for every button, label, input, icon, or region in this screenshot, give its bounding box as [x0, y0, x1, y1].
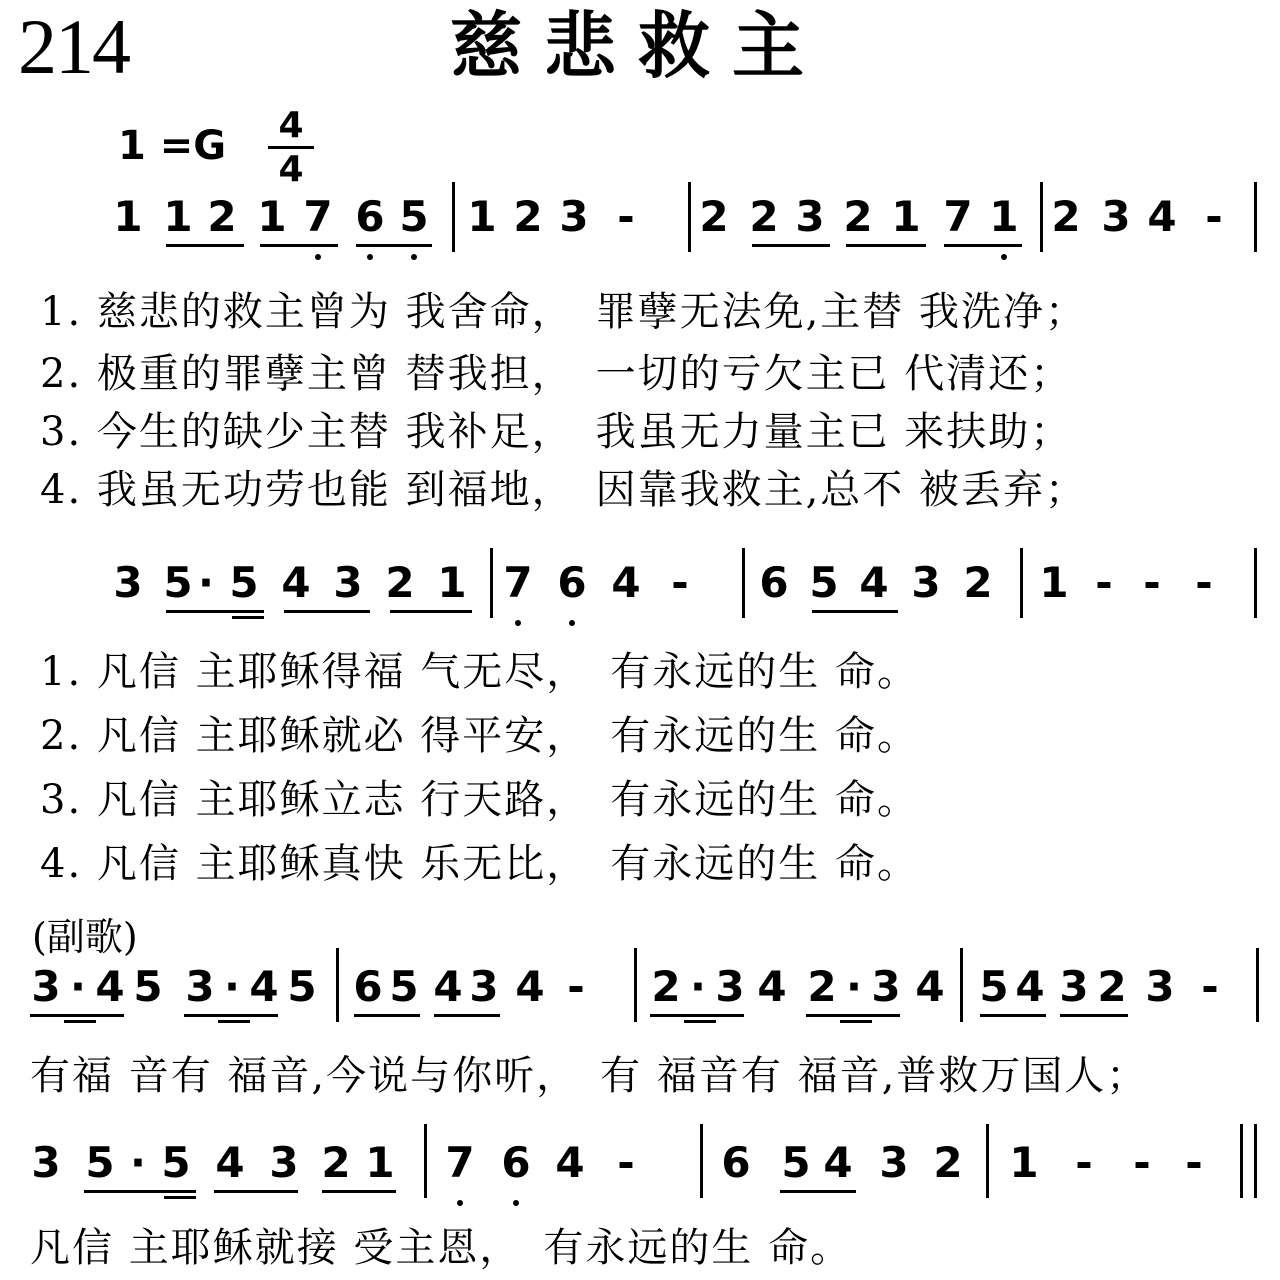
note-dash: -	[1095, 558, 1113, 607]
note-digit: 3	[871, 962, 901, 1011]
note-digit: 4	[555, 1138, 585, 1187]
lower-octave-dot	[315, 254, 321, 260]
barline	[1254, 1124, 1257, 1198]
time-signature-bottom: 4	[278, 149, 304, 190]
note-underline	[944, 244, 1022, 247]
barline	[986, 1124, 989, 1198]
note-dot: ·	[690, 962, 706, 1011]
note-digit: 2	[1097, 962, 1127, 1011]
note-underline	[166, 610, 264, 613]
verse-line: 2. 凡信 主耶稣就必 得平安， 有永远的生 命。	[40, 713, 920, 759]
note-dash: -	[1195, 558, 1213, 607]
note-underline	[390, 610, 472, 613]
note-digit: 3	[185, 962, 215, 1011]
note-dash: -	[617, 192, 635, 241]
note-digit: 4	[915, 962, 945, 1011]
note-dot: ·	[224, 962, 240, 1011]
note-digit: 7	[503, 558, 533, 607]
note-digit: 7	[303, 192, 333, 241]
note-dot: ·	[70, 962, 86, 1011]
note-underline	[434, 1014, 500, 1017]
note-dot: ·	[846, 962, 862, 1011]
note-double-underline	[64, 1020, 96, 1023]
note-digit: 3	[333, 558, 363, 607]
barline	[490, 548, 493, 618]
note-digit: 2	[807, 962, 837, 1011]
notation-system-2	[0, 558, 1280, 618]
note-double-underline	[840, 1020, 872, 1023]
note-underline	[650, 1014, 744, 1017]
notation-system-3	[0, 962, 1280, 1022]
note-digit: 2	[651, 962, 681, 1011]
note-underline	[1060, 1014, 1128, 1017]
note-underline	[752, 244, 830, 247]
note-digit: 4	[515, 962, 545, 1011]
note-digit: 5	[229, 558, 259, 607]
notation-system-4	[0, 1138, 1280, 1198]
note-digit: 5	[85, 1138, 115, 1187]
note-digit: 6	[721, 1138, 751, 1187]
note-digit: 3	[1101, 192, 1131, 241]
note-digit: 6	[557, 558, 587, 607]
note-digit: 1	[891, 192, 921, 241]
note-digit: 5	[809, 558, 839, 607]
note-digit: 4	[611, 558, 641, 607]
note-digit: 3	[795, 192, 825, 241]
key-signature: 1 =G	[118, 123, 227, 169]
note-digit: 3	[31, 962, 61, 1011]
note-digit: 1	[1039, 558, 1069, 607]
time-signature	[268, 105, 314, 190]
note-underline	[356, 244, 432, 247]
barline	[634, 948, 637, 1022]
note-dash: -	[1133, 1138, 1151, 1187]
note-underline	[806, 1014, 900, 1017]
lower-octave-dot	[411, 254, 417, 260]
barline	[336, 948, 339, 1022]
verse-line: 3. 凡信 主耶稣立志 行天路， 有永远的生 命。	[40, 777, 920, 823]
verse-line: 3. 今生的缺少主替 我补足， 我虽无力量主已 来扶助；	[40, 409, 1073, 455]
note-dash: -	[1205, 192, 1223, 241]
note-digit: 4	[433, 962, 463, 1011]
note-digit: 2	[321, 1138, 351, 1187]
note-digit: 2	[207, 192, 237, 241]
note-digit: 7	[445, 1138, 475, 1187]
note-double-underline	[218, 1020, 250, 1023]
note-dot: ·	[130, 1138, 146, 1187]
note-digit: 2	[699, 192, 729, 241]
note-digit: 3	[469, 962, 499, 1011]
note-digit: 2	[933, 1138, 963, 1187]
note-digit: 2	[749, 192, 779, 241]
lower-octave-dot	[1001, 254, 1007, 260]
note-digit: 3	[879, 1138, 909, 1187]
note-digit: 6	[355, 192, 385, 241]
note-underline	[322, 1190, 396, 1193]
hymn-number: 214	[18, 3, 129, 90]
note-underline	[780, 1190, 856, 1193]
lower-octave-dot	[457, 1200, 463, 1206]
note-digit: 3	[113, 558, 143, 607]
note-double-underline	[232, 616, 264, 619]
note-digit: 3	[715, 962, 745, 1011]
note-underline	[260, 244, 338, 247]
note-digit: 5	[399, 192, 429, 241]
note-underline	[184, 1014, 278, 1017]
note-digit: 1	[257, 192, 287, 241]
note-digit: 2	[385, 558, 415, 607]
barline	[1254, 548, 1257, 618]
note-underline	[846, 244, 926, 247]
lower-octave-dot	[515, 620, 521, 626]
chorus-label: (副歌)	[32, 915, 138, 959]
barline	[452, 182, 455, 252]
lower-octave-dot	[367, 254, 373, 260]
note-digit: 4	[281, 558, 311, 607]
hymn-title: 慈悲救主	[450, 4, 827, 88]
chorus-line: 凡信 主耶稣就接 受主恩， 有永远的生 命。	[30, 1225, 853, 1271]
note-digit: 4	[859, 558, 889, 607]
note-digit: 5	[133, 962, 163, 1011]
note-dot: ·	[198, 558, 214, 607]
note-dash: -	[1143, 558, 1161, 607]
note-digit: 3	[911, 558, 941, 607]
note-digit: 6	[501, 1138, 531, 1187]
note-digit: 1	[163, 192, 193, 241]
note-digit: 5	[389, 962, 419, 1011]
note-dash: -	[671, 558, 689, 607]
note-dash: -	[1201, 962, 1219, 1011]
note-digit: 1	[113, 192, 143, 241]
note-digit: 6	[759, 558, 789, 607]
note-digit: 2	[963, 558, 993, 607]
note-underline	[214, 1190, 298, 1193]
note-dash: -	[1185, 1138, 1203, 1187]
barline	[742, 548, 745, 618]
note-digit: 4	[823, 1138, 853, 1187]
barline	[1254, 182, 1257, 252]
note-digit: 3	[559, 192, 589, 241]
verse-line: 4. 凡信 主耶稣真快 乐无比， 有永远的生 命。	[40, 841, 920, 887]
barline	[1256, 948, 1259, 1022]
barline	[688, 182, 691, 252]
barline	[1020, 548, 1023, 618]
note-digit: 6	[353, 962, 383, 1011]
note-dash: -	[567, 962, 585, 1011]
verse-line: 1. 慈悲的救主曾为 我舍命， 罪孽无法免,主替 我洗净；	[40, 289, 1088, 335]
note-digit: 5	[161, 1138, 191, 1187]
note-digit: 3	[269, 1138, 299, 1187]
note-underline	[30, 1014, 124, 1017]
note-double-underline	[164, 1196, 196, 1199]
note-dash: -	[1075, 1138, 1093, 1187]
note-underline	[980, 1014, 1046, 1017]
verse-line: 4. 我虽无功劳也能 到福地， 因靠我救主,总不 被丢弃；	[40, 467, 1088, 513]
note-digit: 3	[31, 1138, 61, 1187]
note-digit: 1	[1009, 1138, 1039, 1187]
note-digit: 7	[943, 192, 973, 241]
note-underline	[812, 610, 898, 613]
lower-octave-dot	[513, 1200, 519, 1206]
note-digit: 3	[1059, 962, 1089, 1011]
note-underline	[166, 244, 244, 247]
note-digit: 5	[979, 962, 1009, 1011]
note-double-underline	[684, 1020, 716, 1023]
note-digit: 1	[989, 192, 1019, 241]
note-underline	[84, 1190, 196, 1193]
note-digit: 2	[1051, 192, 1081, 241]
note-digit: 5	[287, 962, 317, 1011]
note-digit: 1	[467, 192, 497, 241]
chorus-line: 有福 音有 福音,今说与你听， 有 福音有 福音,普救万国人；	[30, 1053, 1149, 1099]
time-signature-top: 4	[278, 105, 304, 146]
note-digit: 2	[843, 192, 873, 241]
note-digit: 5	[781, 1138, 811, 1187]
lower-octave-dot	[569, 620, 575, 626]
barline	[700, 1124, 703, 1198]
barline	[424, 1124, 427, 1198]
note-digit: 4	[757, 962, 787, 1011]
barline	[1240, 1124, 1243, 1198]
note-digit: 4	[1147, 192, 1177, 241]
note-underline	[354, 1014, 420, 1017]
note-digit: 4	[215, 1138, 245, 1187]
note-digit: 4	[249, 962, 279, 1011]
notation-system-1	[0, 192, 1280, 252]
note-underline	[284, 610, 370, 613]
barline	[1040, 182, 1043, 252]
note-digit: 1	[437, 558, 467, 607]
note-digit: 4	[1015, 962, 1045, 1011]
note-digit: 1	[365, 1138, 395, 1187]
note-digit: 5	[163, 558, 193, 607]
note-digit: 4	[95, 962, 125, 1011]
note-digit: 2	[513, 192, 543, 241]
verse-line: 2. 极重的罪孽主曾 替我担， 一切的亏欠主已 代清还；	[40, 351, 1073, 397]
note-digit: 3	[1145, 962, 1175, 1011]
barline	[960, 948, 963, 1022]
note-dash: -	[617, 1138, 635, 1187]
verse-line: 1. 凡信 主耶稣得福 气无尽， 有永远的生 命。	[40, 649, 920, 695]
